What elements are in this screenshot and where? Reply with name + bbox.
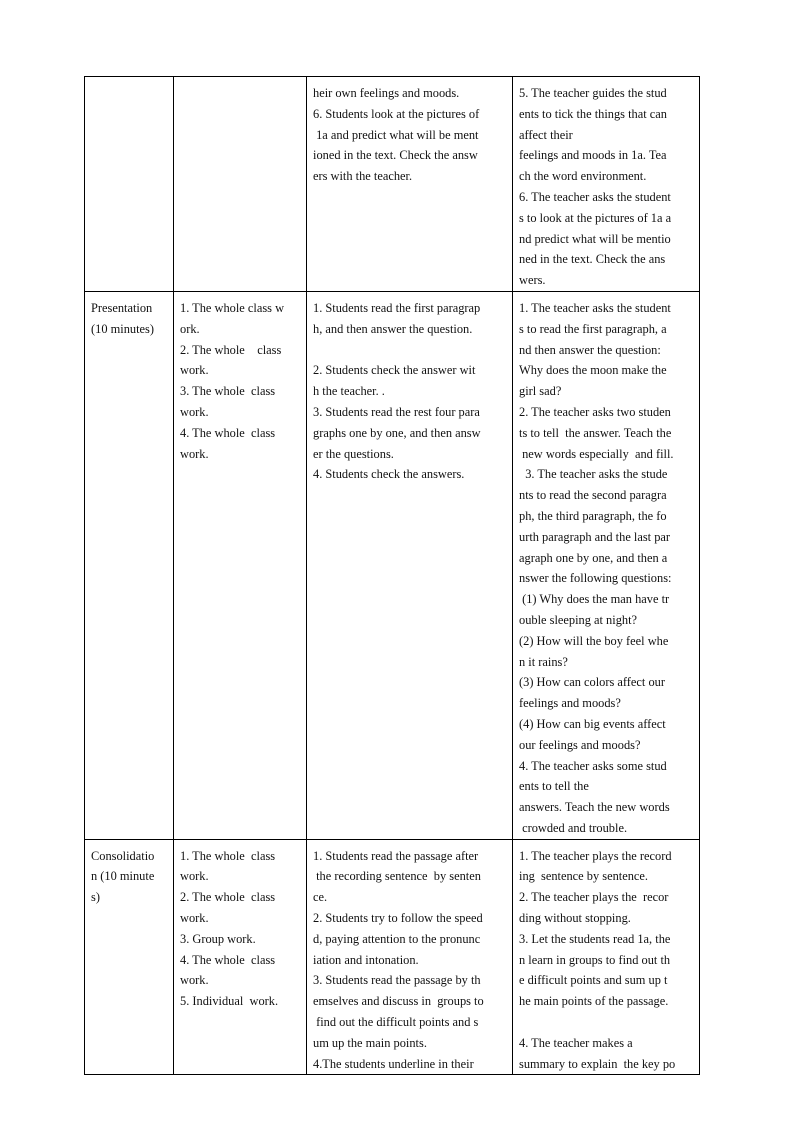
stage-cell (85, 77, 174, 292)
cell-text-line: 1a and predict what will be ment (313, 127, 479, 142)
cell-text-line: 2. The whole class (180, 342, 282, 357)
cell-text-line: nswer the following questions: (519, 571, 672, 586)
cell-text-line: nd predict what will be mentio (519, 231, 671, 246)
cell-text-line: 5. The teacher guides the stud (519, 86, 667, 100)
cell-text-line: 2. The teacher asks two studen (519, 404, 671, 419)
stage-cell (85, 291, 174, 839)
cell-text-line: ork. (180, 321, 200, 336)
cell-text-line: 1. The teacher plays the record (519, 848, 672, 863)
cell-text-line: (3) How can colors affect our (519, 675, 665, 690)
cell-text-line: n it rains? (519, 654, 568, 669)
cell-text-line: Presentation (91, 300, 153, 315)
cell-text-line: 6. The teacher asks the student (519, 189, 671, 204)
cell-text-line: girl sad? (519, 384, 562, 399)
cell-text-line: iation and intonation. (313, 952, 419, 967)
cell-text-line: nd then answer the question: (519, 342, 661, 357)
cell-text-line: affect their (519, 127, 573, 142)
cell-text-line: 3. Group work. (180, 931, 256, 946)
cell-text-line: work. (180, 973, 209, 988)
cell-text-line: h the teacher. . (313, 384, 385, 399)
cell-text-line: 4. The whole class (180, 425, 276, 440)
cell-text-line: emselves and discuss in groups to (313, 994, 484, 1009)
cell-text-line: find out the difficult points and s (313, 1015, 479, 1030)
cell-text-line: 4. Students check the answers. (313, 467, 465, 482)
cell-text-line: 1. The whole class (180, 848, 276, 863)
cell-text-line: 3. Students read the rest four para (313, 404, 480, 419)
cell-text-line: 5. Individual work. (180, 994, 279, 1009)
cell-text-line: er the questions. (313, 446, 394, 461)
cell-text-line: work. (180, 404, 209, 419)
cell-text-line: 4. The teacher asks some stud (519, 758, 667, 773)
cell-text-line: work. (180, 363, 209, 378)
cell-text-line: feelings and moods in 1a. Tea (519, 148, 667, 163)
cell-text-line: s) (91, 890, 100, 905)
cell-text-line: 4.The students underline in their (313, 1056, 474, 1071)
cell-text-line: ph, the third paragraph, the fo (519, 508, 667, 523)
table-row (85, 839, 700, 1075)
cell-text-line: summary to explain the key po (519, 1056, 676, 1071)
cell-text-line: (4) How can big events affect (519, 716, 666, 731)
cell-text-line: 4. The teacher makes a (519, 1035, 633, 1050)
cell-text-line: Consolidatio (91, 848, 155, 863)
students-activity-cell (307, 291, 513, 839)
cell-text-line: 2. Students check the answer wit (313, 363, 476, 378)
cell-text-line: ch the word environment. (519, 169, 647, 184)
cell-text-line: new words especially and fill. (519, 446, 674, 461)
cell-text-line: urth paragraph and the last par (519, 529, 671, 544)
cell-text-line: ce. (313, 890, 328, 905)
cell-text-line: he main points of the passage. (519, 994, 669, 1009)
cell-text-line: 3. Students read the passage by th (313, 973, 481, 988)
cell-text-line: 2. The whole class (180, 890, 276, 905)
students-activity-cell (307, 839, 513, 1075)
cell-text-line: (10 minutes) (91, 321, 154, 336)
students-activity-cell (307, 77, 513, 292)
cell-text-line: our feelings and moods? (519, 737, 641, 752)
cell-text-line: ents to tell the (519, 779, 589, 794)
cell-text-line: agraph one by one, and then a (519, 550, 668, 565)
cell-text-line: ents to tick the things that can (519, 106, 667, 121)
cell-text-line: ouble sleeping at night? (519, 612, 638, 627)
cell-text-line: Why does the moon make the (519, 363, 667, 378)
cell-text-line: e difficult points and sum up t (519, 973, 668, 988)
cell-text-line: work. (180, 446, 209, 461)
cell-text-line: (1) Why does the man have tr (519, 592, 670, 607)
lesson-plan-table (84, 76, 700, 1075)
cell-text-line: d, paying attention to the pronunc (313, 931, 481, 946)
cell-text-line: the recording sentence by senten (313, 869, 481, 884)
cell-text-line: 3. Let the students read 1a, the (519, 931, 671, 946)
cell-text-line: work. (180, 869, 209, 884)
cell-text-line: 1. The teacher asks the student (519, 300, 671, 315)
cell-text-line: answers. Teach the new words (519, 800, 670, 815)
cell-text-line: ned in the text. Check the ans (519, 252, 666, 267)
table-row (85, 291, 700, 839)
cell-text-line: s to look at the pictures of 1a a (519, 210, 672, 225)
cell-text-line: 3. The teacher asks the stude (519, 467, 668, 482)
cell-text-line: 3. The whole class (180, 384, 276, 399)
cell-text-line: 1. The whole class w (180, 300, 285, 315)
cell-text-line: 4. The whole class (180, 952, 276, 967)
cell-text-line (519, 1012, 697, 1033)
cell-text-line: nts to read the second paragra (519, 488, 667, 503)
cell-text-line: (2) How will the boy feel whe (519, 633, 669, 648)
table-row (85, 77, 700, 292)
cell-text-line: heir own feelings and moods. (313, 86, 460, 100)
cell-text-line: feelings and moods? (519, 696, 621, 711)
cell-text-line: 6. Students look at the pictures of (313, 106, 480, 121)
cell-text-line: um up the main points. (313, 1035, 427, 1050)
mode-cell (174, 839, 307, 1075)
cell-text-line: n learn in groups to find out th (519, 952, 671, 967)
cell-text-line: n (10 minute (91, 869, 155, 884)
teacher-activity-cell (513, 839, 700, 1075)
cell-text-line: s to read the first paragraph, a (519, 321, 667, 336)
teacher-activity-cell (513, 291, 700, 839)
cell-text-line: ioned in the text. Check the answ (313, 148, 478, 163)
cell-text-line: 2. The teacher plays the recor (519, 890, 669, 905)
cell-text-line (313, 340, 508, 361)
cell-text-line: wers. (519, 273, 546, 288)
cell-text-line: ts to tell the answer. Teach the (519, 425, 672, 440)
cell-text-line: ers with the teacher. (313, 169, 413, 184)
cell-text-line: ding without stopping. (519, 911, 631, 926)
stage-cell (85, 839, 174, 1075)
cell-text-line: h, and then answer the question. (313, 321, 473, 336)
mode-cell (174, 77, 307, 292)
cell-text-line: graphs one by one, and then answ (313, 425, 481, 440)
mode-cell (174, 291, 307, 839)
cell-text-line: 1. Students read the first paragrap (313, 300, 481, 315)
cell-text-line: 2. Students try to follow the speed (313, 911, 483, 926)
teacher-activity-cell (513, 77, 700, 292)
cell-text-line: crowded and trouble. (519, 820, 628, 835)
cell-text-line: 1. Students read the passage after (313, 848, 479, 863)
cell-text-line: ing sentence by sentence. (519, 869, 649, 884)
cell-text-line: work. (180, 911, 209, 926)
